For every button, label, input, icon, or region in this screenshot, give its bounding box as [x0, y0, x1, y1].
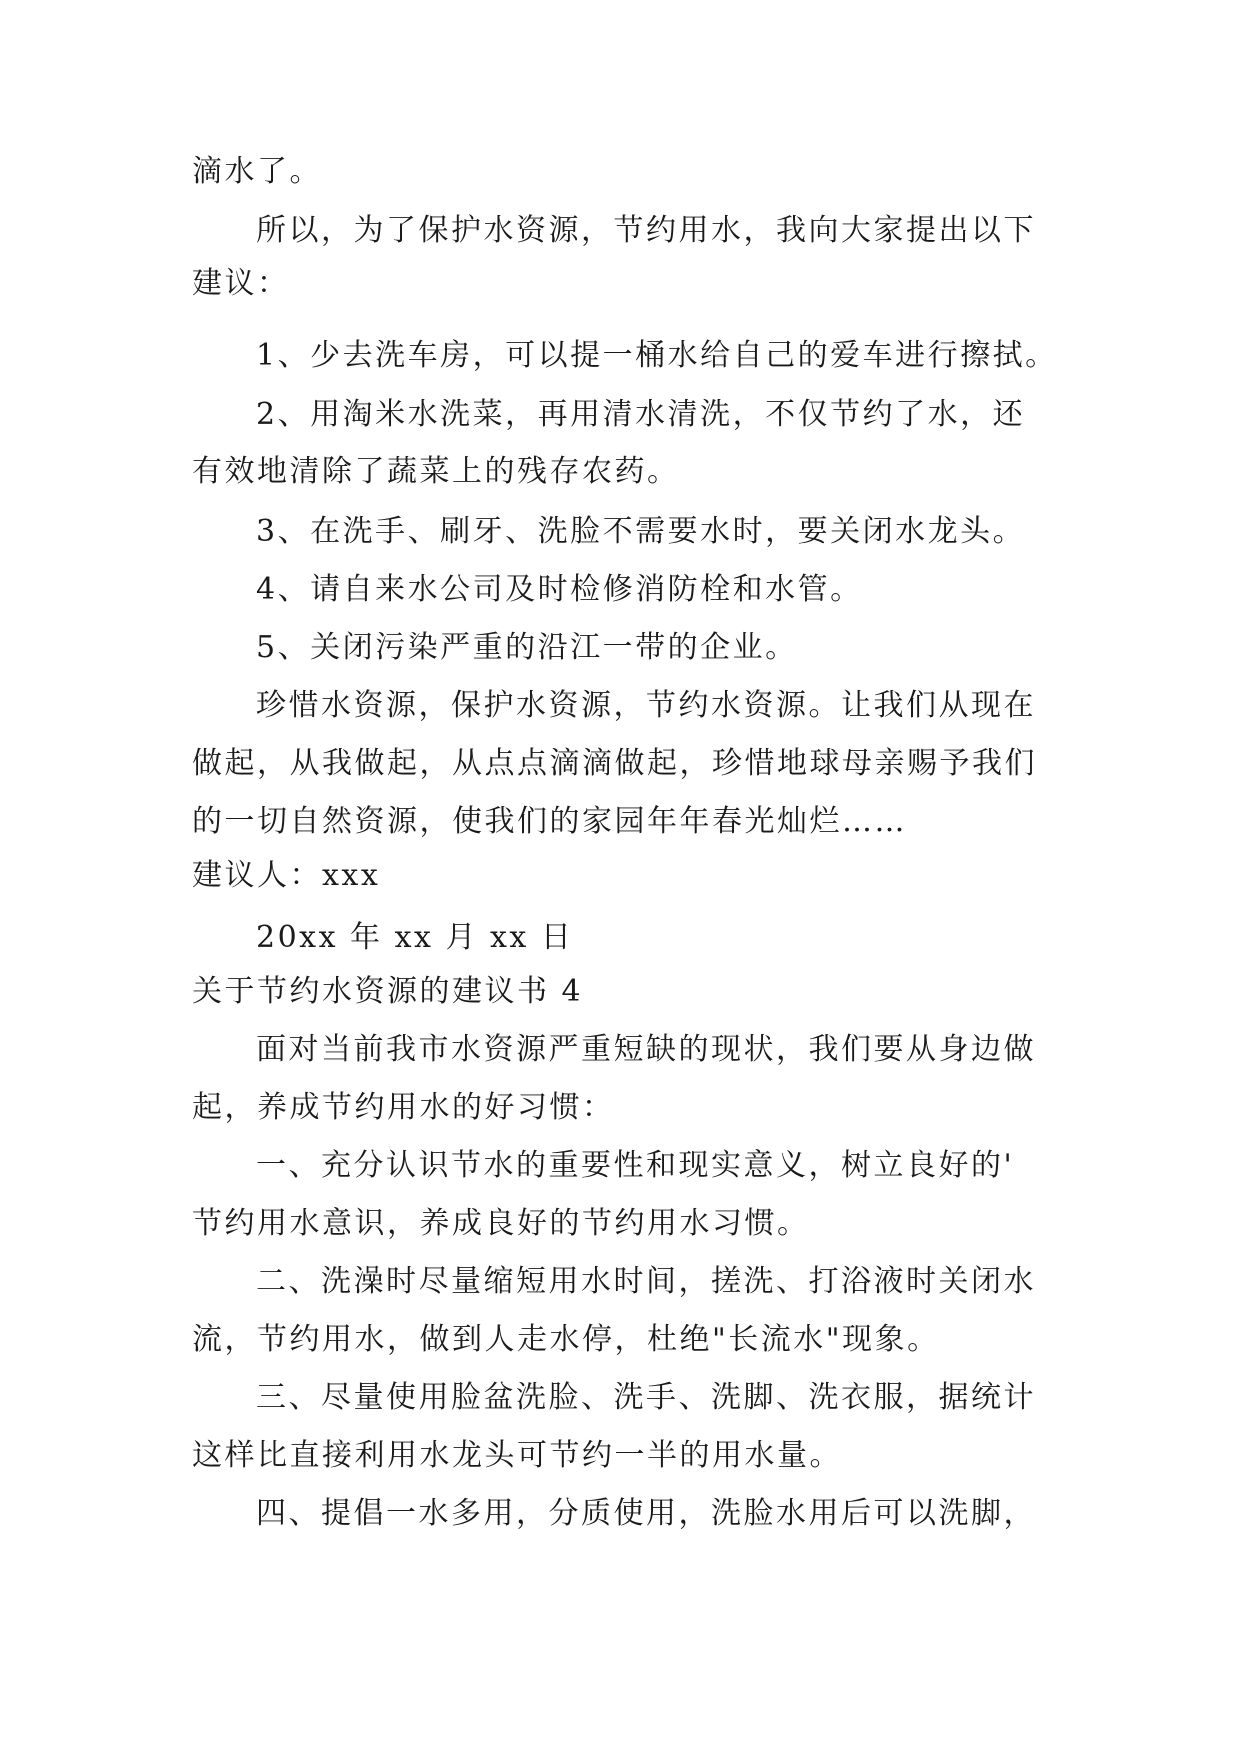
text-line: 三、尽量使用脸盆洗脸、洗手、洗脚、洗衣服，据统计 — [256, 1380, 1036, 1415]
text-line: 滴水了。 — [192, 154, 322, 189]
text-line: 这样比直接利用水龙头可节约一半的用水量。 — [192, 1438, 842, 1473]
text-line: 1、少去洗车房，可以提一桶水给自己的爱车进行擦拭。 — [256, 338, 1058, 373]
text-line: 节约用水意识，养成良好的节约用水习惯。 — [192, 1206, 810, 1241]
text-line: 二、洗澡时尽量缩短用水时间，搓洗、打浴液时关闭水 — [256, 1264, 1036, 1299]
text-line: 四、提倡一水多用，分质使用，洗脸水用后可以洗脚， — [256, 1496, 1036, 1531]
text-line: 的一切自然资源，使我们的家园年年春光灿烂…… — [192, 804, 907, 839]
text-line: 有效地清除了蔬菜上的残存农药。 — [192, 454, 680, 489]
date-line: 20xx 年 xx 月 xx 日 — [256, 920, 574, 955]
text-line: 3、在洗手、刷牙、洗脸不需要水时，要关闭水龙头。 — [256, 514, 1026, 549]
text-line: 一、充分认识节水的重要性和现实意义，树立良好的' — [256, 1148, 1015, 1183]
signer-line: 建议人：xxx — [192, 858, 381, 893]
section-heading: 关于节约水资源的建议书 4 — [192, 974, 584, 1009]
text-line: 2、用淘米水洗菜，再用清水清洗，不仅节约了水，还 — [256, 397, 1026, 432]
text-line: 所以，为了保护水资源，节约用水，我向大家提出以下 — [256, 213, 1036, 248]
text-line: 做起，从我做起，从点点滴滴做起，珍惜地球母亲赐予我们 — [192, 746, 1037, 781]
text-line: 珍惜水资源，保护水资源，节约水资源。让我们从现在 — [256, 688, 1036, 723]
text-line: 建议： — [192, 266, 290, 301]
text-line: 面对当前我市水资源严重短缺的现状，我们要从身边做 — [256, 1032, 1036, 1067]
text-line: 5、关闭污染严重的沿江一带的企业。 — [256, 630, 798, 665]
text-line: 流，节约用水，做到人走水停，杜绝"长流水"现象。 — [192, 1322, 940, 1357]
text-line: 4、请自来水公司及时检修消防栓和水管。 — [256, 572, 863, 607]
text-line: 起，养成节约用水的好习惯： — [192, 1090, 615, 1125]
